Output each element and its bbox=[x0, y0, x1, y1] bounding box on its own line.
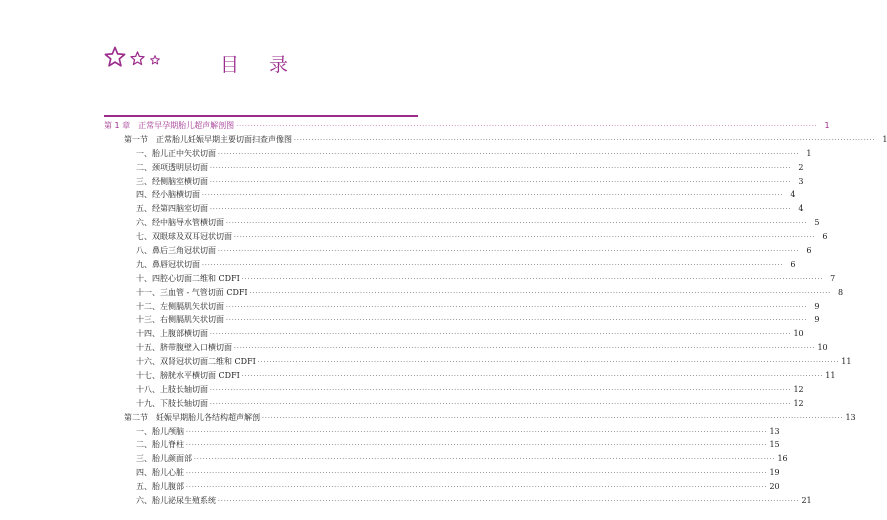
toc-entry-item[interactable] bbox=[104, 327, 804, 341]
toc-entry-item[interactable] bbox=[104, 425, 780, 439]
dot-leader: ········································································································································································································ bbox=[234, 234, 816, 242]
title-divider bbox=[104, 115, 418, 117]
dot-leader: ········································································································································································································ bbox=[218, 150, 800, 158]
toc-entry-page: 13 bbox=[845, 412, 856, 422]
dot-leader: ········································································································································································································ bbox=[226, 317, 808, 325]
toc-entry-page: 7 bbox=[830, 273, 836, 283]
toc-entry-page: 10 bbox=[817, 343, 828, 353]
dot-leader: ········································································································································································································ bbox=[202, 261, 784, 269]
toc-entry-label: 九、鼻唇冠状切面 bbox=[136, 259, 200, 269]
toc-entry-section[interactable] bbox=[104, 411, 856, 425]
dot-leader: ········································································································································································································ bbox=[249, 289, 832, 297]
toc-entry-label: 第 1 章 正常早孕期胎儿超声解剖图 bbox=[104, 121, 235, 130]
table-of-contents bbox=[104, 119, 887, 508]
toc-entry-label: 十六、双肾冠状切面二维和 CDFI bbox=[136, 357, 256, 367]
toc-entry-page: 16 bbox=[777, 454, 788, 464]
toc-entry-label: 一、胎儿正中矢状切面 bbox=[136, 148, 216, 158]
dot-leader: ········································································································································································································ bbox=[210, 206, 792, 214]
toc-entry-label: 三、胎儿颜面部 bbox=[136, 454, 192, 464]
dot-leader: ········································································································································································································ bbox=[218, 248, 800, 256]
toc-entry-item[interactable] bbox=[104, 216, 820, 230]
dot-leader: ········································································································································································································ bbox=[241, 373, 824, 381]
toc-entry-label: 十二、左侧膈肌矢状切面 bbox=[136, 301, 224, 311]
toc-entry-label: 第一节 正常胎儿妊娠早期主要切面扫查声像图 bbox=[124, 134, 292, 144]
toc-entry-item[interactable] bbox=[104, 147, 812, 161]
toc-entry-item[interactable] bbox=[104, 202, 804, 216]
dot-leader: ········································································································································································································ bbox=[186, 428, 768, 436]
toc-entry-item[interactable] bbox=[104, 369, 836, 383]
toc-entry-item[interactable] bbox=[104, 397, 804, 411]
toc-entry-label: 第二节 妊娠早期胎儿各结构超声解剖 bbox=[124, 412, 260, 422]
toc-entry-label: 八、鼻后三角冠状切面 bbox=[136, 246, 216, 256]
dot-leader: ········································································································································································································ bbox=[218, 498, 800, 506]
toc-entry-label: 十三、右侧膈肌矢状切面 bbox=[136, 315, 224, 325]
toc-entry-page: 20 bbox=[769, 482, 780, 492]
toc-entry-item[interactable] bbox=[104, 466, 780, 480]
toc-entry-item[interactable] bbox=[104, 230, 828, 244]
toc-entry-page: 6 bbox=[822, 232, 828, 242]
toc-entry-page: 12 bbox=[793, 384, 804, 394]
dot-leader: ········································································································································································································ bbox=[226, 220, 808, 228]
toc-entry-label: 四、胎儿心脏 bbox=[136, 468, 184, 478]
dot-leader: ········································································································································································································ bbox=[210, 164, 792, 172]
toc-entry-label: 二、颈项透明层切面 bbox=[136, 162, 208, 172]
toc-entry-page: 10 bbox=[793, 329, 804, 339]
toc-entry-page: 11 bbox=[841, 357, 852, 367]
toc-entry-label: 五、胎儿腹部 bbox=[136, 482, 184, 492]
toc-entry-page: 6 bbox=[806, 246, 812, 256]
toc-entry-item[interactable] bbox=[104, 300, 820, 314]
toc-entry-label: 十五、脐带腹壁入口横切面 bbox=[136, 343, 232, 353]
dot-leader: ········································································································································································································ bbox=[194, 456, 776, 464]
dot-leader: ········································································································································································································ bbox=[186, 442, 768, 450]
toc-entry-item[interactable] bbox=[104, 452, 788, 466]
toc-entry-page: 9 bbox=[814, 315, 820, 325]
toc-entry-page: 4 bbox=[790, 190, 796, 200]
dot-leader: ········································································································································································································ bbox=[241, 275, 824, 283]
toc-entry-page: 1 bbox=[824, 121, 830, 130]
toc-entry-page: 21 bbox=[801, 496, 812, 506]
toc-entry-label: 六、经中脑导水管横切面 bbox=[136, 218, 224, 228]
toc-entry-page: 12 bbox=[793, 398, 804, 408]
toc-entry-label: 六、胎儿泌尿生殖系统 bbox=[136, 496, 216, 506]
dot-leader: ········································································································································································································ bbox=[257, 359, 840, 367]
toc-entry-page: 15 bbox=[769, 440, 780, 450]
toc-entry-label: 三、经侧脑室横切面 bbox=[136, 176, 208, 186]
toc-entry-item[interactable] bbox=[104, 494, 812, 508]
toc-entry-item[interactable] bbox=[104, 313, 820, 327]
toc-header bbox=[0, 40, 520, 80]
toc-entry-label: 二、胎儿脊柱 bbox=[136, 440, 184, 450]
dot-leader: ········································································································································································································ bbox=[210, 178, 792, 186]
toc-entry-page: 9 bbox=[814, 301, 820, 311]
toc-entry-page: 1 bbox=[882, 134, 887, 144]
toc-entry-item[interactable] bbox=[104, 383, 804, 397]
toc-entry-page: 3 bbox=[798, 176, 804, 186]
dot-leader: ········································································································································································································ bbox=[226, 303, 808, 311]
toc-entry-item[interactable] bbox=[104, 480, 780, 494]
toc-entry-label: 十一、三血管 - 气管切面 CDFI bbox=[136, 287, 248, 297]
toc-entry-page: 6 bbox=[790, 259, 796, 269]
toc-entry-item[interactable] bbox=[104, 258, 796, 272]
toc-entry-item[interactable] bbox=[104, 161, 804, 175]
dot-leader: ········································································································································································································ bbox=[236, 123, 818, 130]
toc-entry-page: 11 bbox=[825, 371, 836, 381]
toc-entry-section[interactable] bbox=[104, 133, 887, 147]
toc-entry-item[interactable] bbox=[104, 244, 812, 258]
toc-entry-chapter[interactable] bbox=[104, 119, 830, 133]
toc-entry-label: 十八、上肢长轴切面 bbox=[136, 384, 208, 394]
dot-leader: ········································································································································································································ bbox=[210, 400, 792, 408]
dot-leader: ········································································································································································································ bbox=[202, 192, 784, 200]
toc-entry-label: 一、胎儿颅脑 bbox=[136, 426, 184, 436]
dot-leader: ········································································································································································································ bbox=[234, 345, 816, 353]
toc-entry-label: 五、经第四脑室切面 bbox=[136, 204, 208, 214]
dot-leader: ········································································································································································································ bbox=[186, 484, 768, 492]
toc-entry-label: 十九、下肢长轴切面 bbox=[136, 398, 208, 408]
toc-entry-item[interactable] bbox=[104, 355, 852, 369]
dot-leader: ········································································································································································································ bbox=[186, 470, 768, 478]
toc-entry-page: 5 bbox=[814, 218, 820, 228]
toc-entry-label: 十七、膀胱水平横切面 CDFI bbox=[136, 371, 240, 381]
toc-entry-item[interactable] bbox=[104, 286, 844, 300]
dot-leader: ········································································································································································································ bbox=[262, 414, 844, 422]
toc-entry-page: 2 bbox=[798, 162, 804, 172]
toc-entry-item[interactable] bbox=[104, 175, 804, 189]
toc-entry-label: 十、四腔心切面二维和 CDFI bbox=[136, 273, 240, 283]
toc-entry-item[interactable] bbox=[104, 438, 780, 452]
toc-entry-page: 19 bbox=[769, 468, 780, 478]
dot-leader: ········································································································································································································ bbox=[210, 386, 792, 394]
toc-entry-item[interactable] bbox=[104, 272, 836, 286]
toc-entry-item[interactable] bbox=[104, 188, 796, 202]
toc-entry-page: 4 bbox=[798, 204, 804, 214]
toc-entry-label: 十四、上腹部横切面 bbox=[136, 329, 208, 339]
toc-entry-page: 1 bbox=[806, 148, 812, 158]
toc-entry-page: 13 bbox=[769, 426, 780, 436]
toc-entry-label: 七、双眼球及双耳冠状切面 bbox=[136, 232, 232, 242]
toc-entry-item[interactable] bbox=[104, 341, 828, 355]
dot-leader: ········································································································································································································ bbox=[294, 136, 876, 144]
dot-leader: ········································································································································································································ bbox=[210, 331, 792, 339]
toc-entry-label: 四、经小脑横切面 bbox=[136, 190, 200, 200]
toc-entry-page: 8 bbox=[837, 287, 844, 297]
page-title: 目 录 bbox=[219, 54, 301, 76]
